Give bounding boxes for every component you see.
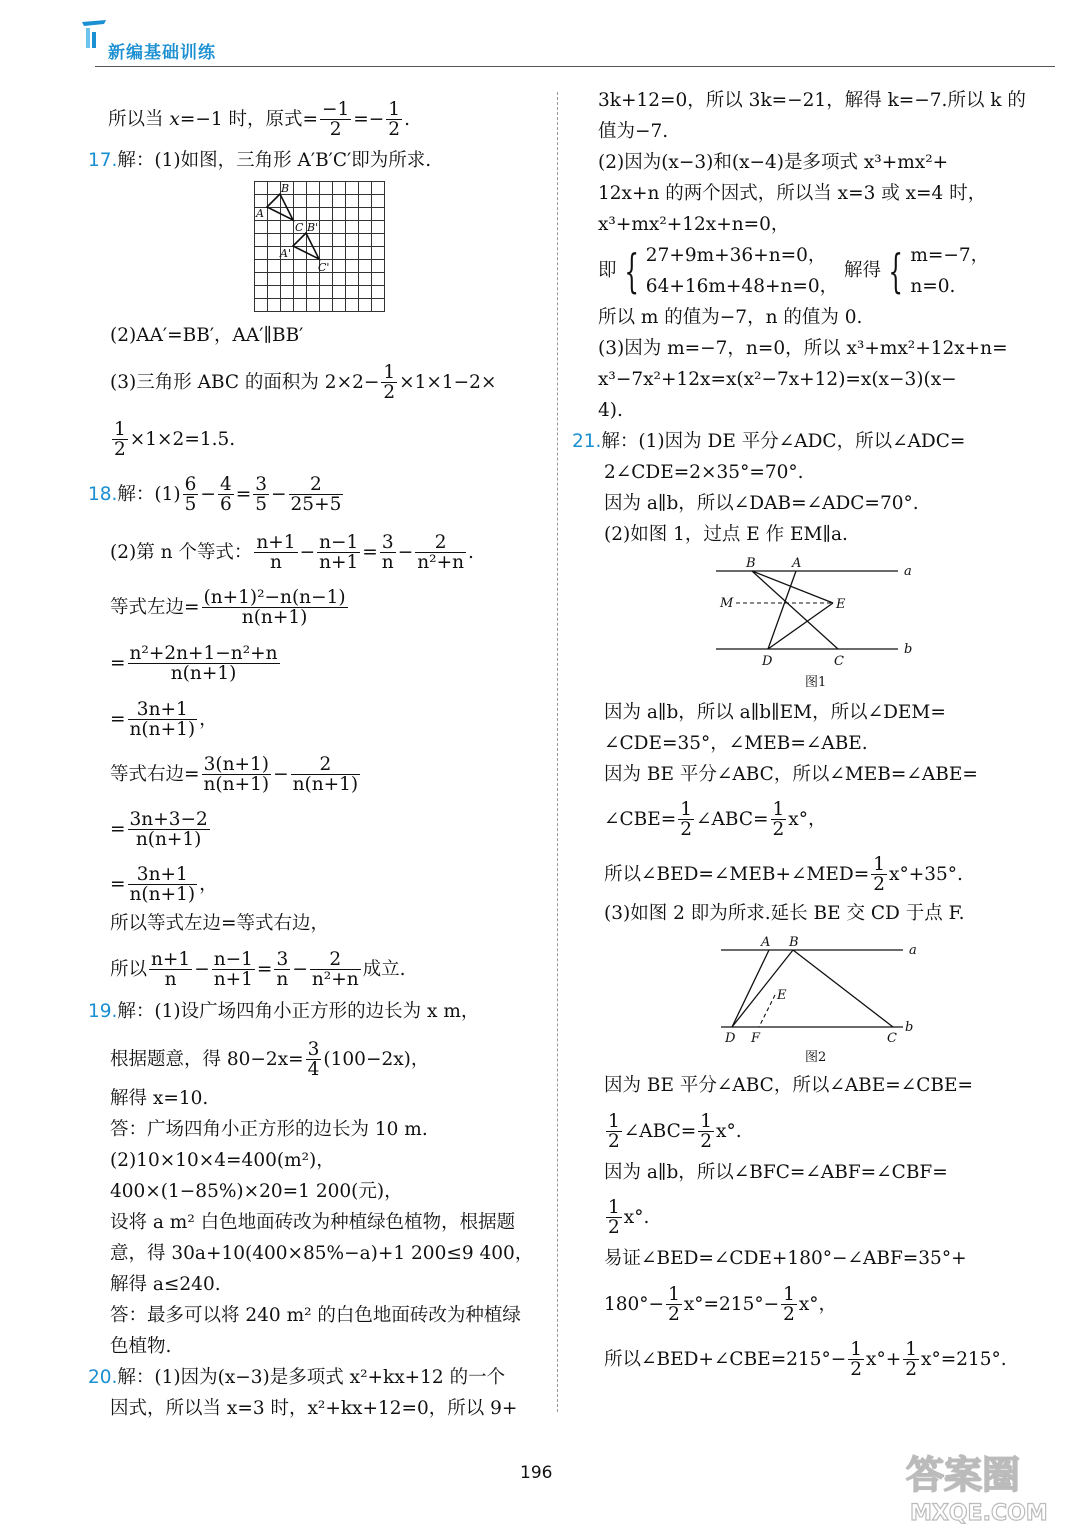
fraction: $\frac{6}{5}$ — [184, 474, 197, 516]
fraction: $\frac{n+1}{n}$ — [256, 532, 296, 574]
text-line: 解得 a≤240. — [110, 1274, 221, 1295]
label-a: a — [909, 943, 917, 958]
text-line: ∠CDE=35°，∠MEB=∠ABE. — [604, 733, 868, 754]
label-A: A — [256, 207, 264, 220]
fraction: $\frac{1}{2}$ — [700, 1111, 713, 1153]
text-line: 解得 x=10. — [110, 1088, 209, 1109]
text-line: 400×(1−85%)×20=1 200(元)， — [110, 1181, 403, 1202]
question-number: 18. — [88, 483, 118, 505]
fraction: $\frac{1}{2}$ — [850, 1339, 863, 1381]
figure-caption: 图2 — [805, 1050, 827, 1065]
label-b: b — [905, 1020, 914, 1035]
question-21: 21.解：(1)因为 DE 平分∠ADC，所以∠ADC= — [572, 431, 966, 452]
label-D: D — [725, 1031, 736, 1046]
label-C: C — [834, 654, 844, 669]
text-line: (2)如图 1，过点 E 作 EM∥a. — [604, 524, 848, 545]
text-line: 所以当 x=−1 时，原式= $\frac{-1}{2}$ =− $\frac{1}{2}$ . — [108, 99, 410, 141]
fraction: $\frac{3}{n}$ — [381, 532, 394, 574]
fraction: $\frac{3n+1}{n(n+1)}$ — [129, 699, 196, 741]
fraction: $\frac{1}{2}$ — [383, 362, 396, 404]
question-17: 17.解：(1)如图，三角形 A′B′C′即为所求. — [88, 150, 432, 171]
text-line: (2)因为(x−3)和(x−4)是多项式 x³+mx²+ — [598, 152, 949, 173]
text-line: 12x+n 的两个因式，所以当 x=3 或 x=4 时， — [598, 183, 987, 204]
question-number: 19. — [88, 1001, 118, 1022]
text-line: 180°− $\frac{1}{2}$ x°=215°− $\frac{1}{2}$ x°， — [604, 1284, 838, 1326]
label-C-prime: C' — [318, 261, 330, 274]
fraction: $\frac{4}{6}$ — [219, 474, 232, 516]
fraction: $\frac{\text{n²+2n+1−n²+n}}{n(n+1)}$ — [129, 643, 278, 685]
label-A-prime: A' — [280, 247, 291, 260]
text-line: = $\frac{3n+3-2}{n(n+1)}$ — [110, 809, 208, 851]
fraction: $\frac{1}{2}$ — [873, 854, 886, 896]
label-A: A — [792, 556, 802, 571]
question-number: 21. — [572, 431, 602, 452]
text-line: 设将 a m² 白色地面砖改为种植绿色植物，根据题 — [110, 1212, 516, 1233]
label-E: E — [777, 988, 787, 1003]
label-B: B — [789, 935, 799, 950]
text-line: 3k+12=0，所以 3k=−21，解得 k=−7.所以 k 的 — [598, 90, 1026, 111]
text-line: 等式左边= $\frac{\text{(n+1)²−n(n−1)}}{n(n+1)}$ — [110, 587, 346, 629]
text-line: 意，得 30a+10(400×85%−a)+1 200≤9 400， — [110, 1243, 534, 1264]
fraction: $\frac{1}{2}$ — [783, 1284, 795, 1326]
question-number: 17. — [88, 150, 118, 171]
text-line: 因式，所以当 x=3 时，x²+kx+12=0，所以 9+ — [110, 1398, 518, 1419]
label-A: A — [761, 935, 771, 950]
label-b: b — [904, 642, 913, 657]
grid-figure — [254, 181, 387, 312]
text-line: 根据题意，得 80−2x= $\frac{3}{4}$ (100−2x)， — [110, 1039, 430, 1081]
text-line: 2∠CDE=2×35°=70°. — [604, 462, 804, 483]
fraction: $\frac{2}{n(n+1)}$ — [292, 754, 359, 796]
question-18: 18.解：(1) $\frac{6}{5}$ − $\frac{4}{6}$ = $\frac{3}{5}$ − $\frac{2}{25+5}$ — [88, 474, 342, 516]
text-line: $\frac{1}{2}$ ×1×2=1.5. — [114, 419, 236, 461]
text-line: (2)第 n 个等式： $\frac{n+1}{n}$ − $\frac{n-1}{n+1}$ = $\frac{3}{n}$ − $\frac{2}{\text{n²+n}}$ . — [110, 532, 474, 574]
text-line: 色植物. — [110, 1336, 172, 1357]
svg-text:答案圈: 答案圈 — [906, 1453, 1021, 1497]
fraction: $\frac{3(n+1)}{n(n+1)}$ — [203, 754, 270, 796]
fraction: $\frac{n-1}{n+1}$ — [319, 532, 359, 574]
label-C: C — [295, 221, 304, 234]
text-line: 因为 a∥b，所以∠BFC=∠ABF=∠CBF= — [604, 1162, 948, 1183]
text-line: 答：最多可以将 240 m² 的白色地面砖改为种植绿 — [110, 1305, 521, 1326]
figure-2 — [713, 933, 928, 1068]
label-B-prime: B' — [307, 221, 319, 234]
question-20: 20.解：(1)因为(x−3)是多项式 x²+kx+12 的一个 — [88, 1367, 506, 1388]
fraction: $\frac{1}{2}$ — [668, 1284, 680, 1326]
fraction: $\frac{\text{(n+1)²−n(n−1)}}{n(n+1)}$ — [203, 587, 346, 629]
figure-caption: 图1 — [805, 675, 827, 690]
text-line: (3)如图 2 即为所求.延长 BE 交 CD 于点 F. — [604, 903, 965, 924]
text-line: = $\frac{3n+1}{n(n+1)}$ ， — [110, 864, 218, 906]
fraction: $\frac{2}{\text{n²+n}}$ — [311, 949, 359, 991]
watermark-logo — [898, 1446, 1068, 1528]
text-line: (2)AA′=BB′，AA′∥BB′ — [110, 325, 304, 346]
text-line: 易证∠BED=∠CDE+180°−∠ABF=35°+ — [604, 1248, 967, 1269]
text-line: = $\frac{3n+1}{n(n+1)}$ ， — [110, 699, 218, 741]
fraction: $\frac{1}{2}$ — [680, 799, 693, 841]
label-E: E — [836, 597, 846, 612]
fraction: $\frac{3n+3-2}{n(n+1)}$ — [129, 809, 208, 851]
text-line: ∠CBE= $\frac{1}{2}$ ∠ABC= $\frac{1}{2}$ x°， — [604, 799, 827, 841]
text-line: 所以∠BED+∠CBE=215°− $\frac{1}{2}$ x°+ $\frac{1}{2}$ x°=215°. — [604, 1339, 1007, 1381]
text-line: 等式右边= $\frac{3(n+1)}{n(n+1)}$ − $\frac{2}{n(n+1)}$ — [110, 754, 359, 796]
series-title: 新编基础训练 — [108, 43, 216, 63]
label-B: B — [746, 556, 756, 571]
fraction: $\frac{3}{n}$ — [276, 949, 289, 991]
text-line: 因为 BE 平分∠ABC，所以∠MEB=∠ABE= — [604, 764, 978, 785]
fraction: $\frac{2}{\text{n²+n}}$ — [417, 532, 464, 574]
text-line: 4). — [598, 400, 623, 421]
fraction: $\frac{n-1}{n+1}$ — [213, 949, 253, 991]
fraction: $\frac{1}{2}$ — [388, 99, 401, 141]
figure-1 — [708, 553, 938, 693]
text-line: 因为 a∥b，所以 a∥b∥EM，所以∠DEM= — [604, 702, 946, 723]
fraction: $\frac{1}{2}$ — [608, 1197, 620, 1239]
fraction: $\frac{3}{4}$ — [307, 1039, 320, 1081]
question-number: 20. — [88, 1367, 118, 1388]
fraction: $\frac{n+1}{n}$ — [151, 949, 191, 991]
fraction: $\frac{1}{2}$ — [772, 799, 785, 841]
text-line: = $\frac{\text{n²+2n+1−n²+n}}{n(n+1)}$ — [110, 643, 278, 685]
fraction: $\frac{3n+1}{n(n+1)}$ — [129, 864, 196, 906]
text-line: (3)三角形 ABC 的面积为 2×2− $\frac{1}{2}$ ×1×1−2× — [110, 362, 497, 404]
label-C: C — [887, 1031, 897, 1046]
text-line: x³−7x²+12x=x(x²−7x+12)=x(x−3)(x− — [598, 369, 957, 390]
text-line: $\frac{1}{2}$ ∠ABC= $\frac{1}{2}$ x°. — [608, 1111, 742, 1153]
label-B: B — [281, 182, 290, 195]
svg-text:MXQE.COM: MXQE.COM — [910, 1501, 1048, 1526]
fraction: $\frac{1}{2}$ — [114, 419, 126, 461]
text-line: (3)因为 m=−7，n=0，所以 x³+mx²+12x+n= — [598, 338, 1008, 359]
text-line: 值为−7. — [598, 121, 669, 142]
label-D: D — [762, 654, 773, 669]
equation-system: 即 { 27+9m+36+n=0， 64+16m+48+n=0， 解得 { m=−7， n=0. — [598, 244, 990, 298]
label-M: M — [720, 596, 734, 611]
fraction: $\frac{-1}{2}$ — [322, 99, 350, 141]
fraction: $\frac{1}{2}$ — [608, 1111, 620, 1153]
text-line: $\frac{1}{2}$ x°. — [608, 1197, 650, 1239]
label-a: a — [904, 564, 912, 579]
text-line: 所以 m 的值为−7，n 的值为 0. — [598, 307, 863, 328]
fraction: $\frac{1}{2}$ — [905, 1339, 918, 1381]
text-line: 所以∠BED=∠MEB+∠MED= $\frac{1}{2}$ x°+35°. — [604, 854, 963, 896]
text-line: 所以等式左边=等式右边， — [110, 913, 330, 934]
fraction: $\frac{3}{5}$ — [255, 474, 268, 516]
text-line: (2)10×10×4=400(m²)， — [110, 1150, 335, 1171]
left-column — [0, 0, 556, 1440]
text-line: 因为 a∥b，所以∠DAB=∠ADC=70°. — [604, 493, 919, 514]
question-19: 19.解：(1)设广场四角小正方形的边长为 x m， — [88, 1001, 480, 1022]
text-line: 因为 BE 平分∠ABC，所以∠ABE=∠CBE= — [604, 1075, 974, 1096]
fraction: $\frac{2}{25+5}$ — [290, 474, 342, 516]
label-F: F — [751, 1031, 761, 1046]
text-line: 所以 $\frac{n+1}{n}$ − $\frac{n-1}{n+1}$ = $\frac{3}{n}$ − $\frac{2}{\text{n²+n}}$ 成立. — [110, 949, 406, 991]
text-line: x³+mx²+12x+n=0， — [598, 214, 790, 235]
text-line: 答：广场四角小正方形的边长为 10 m. — [110, 1119, 428, 1140]
page-number: 196 — [520, 1463, 553, 1483]
right-column — [558, 0, 1075, 1440]
